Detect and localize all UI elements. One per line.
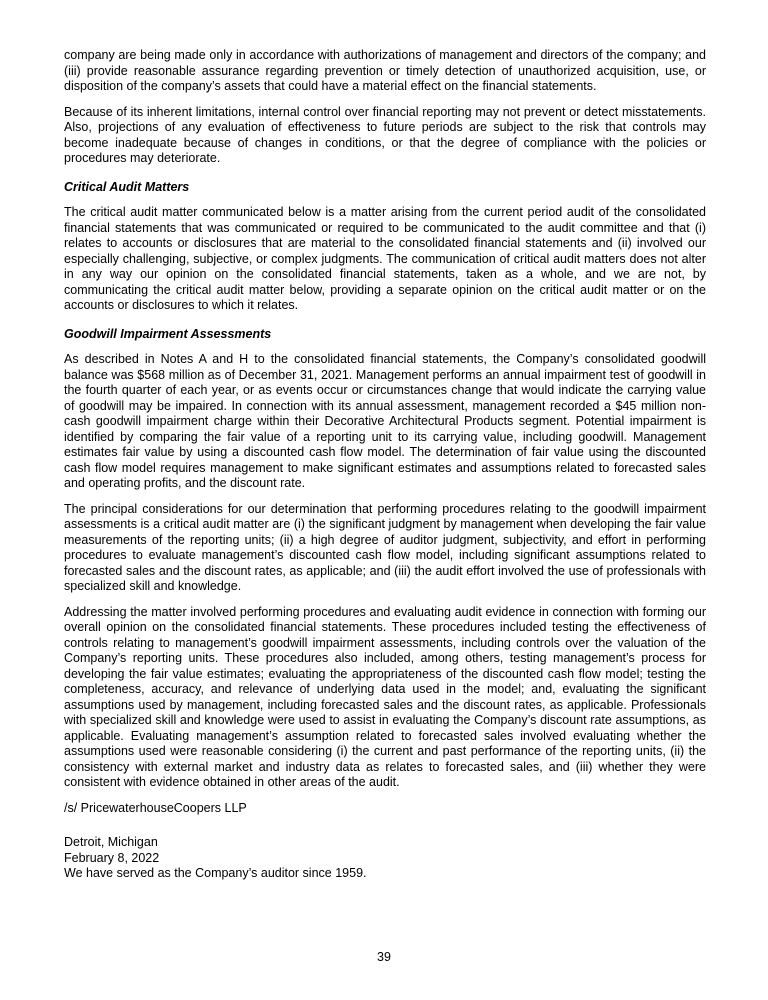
paragraph-inherent-limitations: Because of its inherent limitations, internal control over financial reporting may not prevent or detect misstatements. Also, projections of any evaluation of effectiveness to future periods are subject to the risk that controls may become inadequate because of changes in conditions, or that the degree of compliance with the policies or procedures may deteriorate. — [64, 104, 706, 165]
page-content — [64, 48, 706, 882]
page-number: 39 — [377, 950, 391, 964]
auditor-signature: /s/ PricewaterhouseCoopers LLP — [64, 800, 247, 815]
paragraph-principal-considerations: The principal considerations for our determination that performing procedures relating to the goodwill impairment assessments is a critical audit matter are (i) the significant judgment by management when developing the fair value measurements of the reporting units; (ii) a high degree of auditor judgment, subjectivity, and effort in performing procedures to evaluate management’s discounted cash flow model, including significant assumptions related to forecasted sales and the discount rates, as applicable; and (iii) the audit effort involved the use of professionals with specialized skill and knowledge. — [64, 501, 706, 593]
signature-date-line: February 8, 2022 — [64, 850, 160, 865]
paragraph-addressing-matter: Addressing the matter involved performing procedures and evaluating audit evidence in connection with forming our overall opinion on the consolidated financial statements. These procedures included testing the effectiveness of controls relating to management’s goodwill impairment assessments, including controls over the valuation of the Company’s reporting units. These procedures also included, among others, testing management’s process for developing the fair value estimates; evaluating the appropriateness of the discounted cash flow model; testing the completeness, accuracy, and relevance of underlying data used in the model; and, evaluating the significant assumptions used by management, including forecasted sales and the discount rates, as applicable. Professionals with specialized skill and knowledge were used to assist in evaluating the Company’s discount rate assumptions, as applicable. Evaluating management’s assumption related to forecasted sales involved evaluating whether the assumptions used were reasonable considering (i) the current and past performance of the reporting units, (ii) the consistency with external market and industry data as relates to forecasted sales, and (iii) whether they were consistent with evidence obtained in other areas of the audit. — [64, 604, 706, 789]
paragraph-authorizations-continuation: company are being made only in accordance with authorizations of management and directors of the company; and (iii) provide reasonable assurance regarding prevention or timely detection of unauthorized acquisition, use, or disposition of the company’s assets that could have a material effect on the financial statements. — [64, 48, 706, 93]
signature-city-line: Detroit, Michigan — [64, 835, 158, 849]
heading-critical-audit-matters: Critical Audit Matters — [64, 179, 190, 194]
paragraph-goodwill-description: As described in Notes A and H to the consolidated financial statements, the Company’s consolidated goodwill balance was $568 million as of December 31, 2021. Management performs an annual impairment test of goodwill in the fourth quarter of each year, or as events occur or circumstances change that would indicate the carrying value of goodwill may be impaired. In connection with its annual assessment, management recorded a $45 million non-cash goodwill impairment charge within their Decorative Architectural Products segment. Potential impairment is identified by comparing the fair value of a reporting unit to its carrying value, including goodwill. Management estimates fair value by using a discounted cash flow model. The determination of fair value using the discounted cash flow model requires management to make significant estimates and assumptions related to forecasted sales and operating profits, and the discount rate. — [64, 352, 706, 490]
auditor-tenure-line: We have served as the Company’s auditor since 1959. — [64, 866, 367, 880]
paragraph-critical-audit-matter: The critical audit matter communicated below is a matter arising from the current period audit of the consolidated financial statements that was communicated or required to be communicated to the audit committee and that (i) relates to accounts or disclosures that are material to the consolidated financial statements and (ii) involved our especially challenging, subjective, or complex judgments. The communication of critical audit matters does not alter in any way our opinion on the consolidated financial statements, taken as a whole, and we are not, by communicating the critical audit matter below, providing a separate opinion on the critical audit matter or on the accounts or disclosures to which it relates. — [64, 205, 706, 312]
heading-goodwill-impairment-assessments: Goodwill Impairment Assessments — [64, 326, 272, 341]
